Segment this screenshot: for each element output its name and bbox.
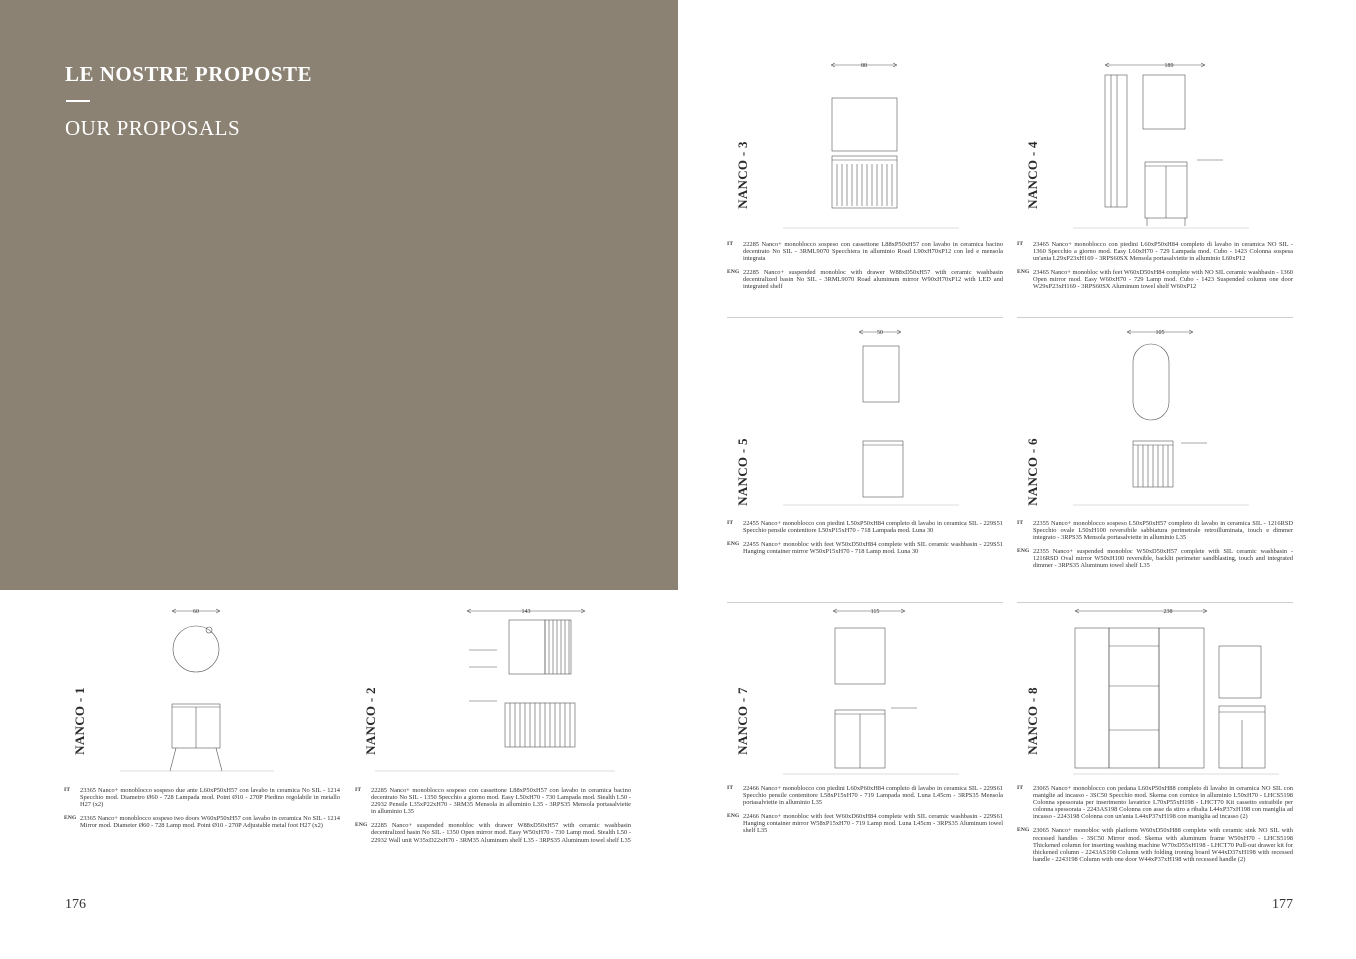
nanco-6-label: NANCO - 6 [1025,438,1040,506]
nanco-3-dimension: 88 [861,63,867,69]
nanco-1-drawing [64,606,340,776]
nanco-1-description: IT 23365 Nanco+ monoblocco sospeso due ante L60xP50xH57 con lavabo in ceramica No SIL - 1214 Specchio mod. Diametro Ø60 - 728 Lampada mod. Point Ø10 - 270P Piedino regolabile in metallo H27 (x2) ENG 23365 Nanco+ monoblocco sospeso two doors W60xP50xH57 con lavabo in ceramica No SIL - 1214 Mirror mod. Diameter Ø60 - 728 Lamp mod. Point Ø10 - 270P Adjustable metal foot H27 (x2) [64,787,340,830]
nanco-3-drawing [727,60,1003,230]
nanco-1-text-en: 23365 Nanco+ monoblocco sospeso two doors W60xP50xH57 con lavabo in ceramica No SIL - 1214 Mirror mod. Diameter Ø60 - 728 Lamp mod. Point Ø10 - 270P Adjustable metal foot H27 (x2) [80,815,340,830]
card-nanco-7 [727,606,1003,876]
nanco-2-label: NANCO - 2 [363,687,378,755]
nanco-7-top-divider [727,602,1003,603]
nanco-2-dimension: 143 [521,609,531,615]
nanco-3-description: IT 22285 Nanco+ monoblocco sospeso con cassettone L88xP50xH57 con lavabo in ceramica bacino decentrato No SIL - 3RML9070 Specchiera in alluminio Road L90xH70xP12 con led e mensola integrata ENG 22285 Nanco+ suspended monobloc with drawer W88xD50xH57 with ceramic washbasin decentralized basin No SIL - 3RML9070 Road aluminum mirror W90xH70xP12 with LED and integrated shelf [727,241,1003,291]
nanco-1-label: NANCO - 1 [72,687,87,755]
nanco-2-text-it: 22285 Nanco+ monoblocco sospeso con cassettone L88xP50xH57 con lavabo in ceramica bacino decentrato No SIL - 1350 Specchio a giorno mod. Easy L50xH70 - 730 Lampada mod. Stealth L50 - 22932 Pensile L35xP22xH70 - 3RM35 Mensola in alluminio L35 - 3RPS35 Mensola portasalviette in alluminio L35 [371,787,631,816]
nanco-5-top-divider [727,317,1003,318]
nanco-7-label: NANCO - 7 [735,687,750,755]
hero-divider [66,100,90,102]
nanco-5-drawing [727,327,1003,497]
nanco-6-drawing [1017,327,1293,497]
nanco-5-description: IT 22455 Nanco+ monoblocco con piedini L50xP50xH84 completo di lavabo in ceramica SIL - 229S51 Specchio pensile contenitore L50xP15xH70 - 718 Lampada mod. Luna 30 ENG 22455 Nanco+ monobloc with feet W50xD50xH84 complete with SIL ceramic washbasin - 229S51 Hanging container mirror W50xP15xH70 - 718 Lamp mod. Luna 30 [727,520,1003,556]
nanco-2-drawing [355,606,631,776]
nanco-7-text-en: 22466 Nanco+ monobloc with feet W60xD60xH84 complete with SIL ceramic washbasin - 229S61 Hanging container mirror W58xP15xH70 - 719 Lamp mod. Luna L45cm - 3RPS35 Aluminum towel shelf L35 [743,813,1003,835]
nanco-1-text-it: 23365 Nanco+ monoblocco sospeso due ante L60xP50xH57 con lavabo in ceramica No SIL - 1214 Specchio mod. Diametro Ø60 - 728 Lampada mod. Point Ø10 - 270P Piedino regolabile in metallo H27 (x2) [80,787,340,809]
nanco-3-text-it: 22285 Nanco+ monoblocco sospeso con cassettone L88xP50xH57 con lavabo in ceramica bacino decentrato No SIL - 3RML9070 Specchiera in alluminio Road L90xH70xP12 con led e mensola integrata [743,241,1003,263]
card-nanco-6 [1017,327,1293,597]
nanco-6-dimension: 105 [1155,330,1165,336]
nanco-6-description: IT 22355 Nanco+ monoblocco sospeso L50xP50xH57 completo di lavabo in ceramica SIL - 1216RSD Specchio ovale L50xH100 reversibile sabbiatura perimetrale retroilluminata, touch e dimmer integrato - 3RPS35 Mensola portasalviette in alluminio L35 ENG 22355 Nanco+ suspended monobloc W50xD50xH57 complete with SIL ceramic washbasin - 1216RSD Oval mirror W50xH100 reversible, backlit perimeter sandblasting, touch and integrated dimmer - 3RPS35 Aluminum towel shelf L35 [1017,520,1293,570]
nanco-5-text-it: 22455 Nanco+ monoblocco con piedini L50xP50xH84 completo di lavabo in ceramica SIL - 229S51 Specchio pensile contenitore L50xP15xH70 - 718 Lampada mod. Luna 30 [743,520,1003,535]
hero-subtitle: OUR PROPOSALS [65,116,241,140]
nanco-7-description: IT 22466 Nanco+ monoblocco con piedini L60xP60xH84 completo di lavabo in ceramica SIL - 229S61 Specchio pensile contenitore L58xP15xH70 - 719 Lampada mod. Luna L45cm - 3RPS35 Mensola portasalviette in alluminio L35 ENG 22466 Nanco+ monobloc with feet W60xD60xH84 complete with SIL ceramic washbasin - 229S61 Hanging container mirror W58xP15xH70 - 719 Lamp mod. Luna L45cm - 3RPS35 Aluminum towel shelf L35 [727,785,1003,835]
nanco-6-top-divider [1017,317,1293,318]
page-number-left: 176 [65,897,86,912]
nanco-3-label: NANCO - 3 [735,141,750,209]
nanco-5-label: NANCO - 5 [735,438,750,506]
card-nanco-8 [1017,606,1293,876]
nanco-4-label: NANCO - 4 [1025,141,1040,209]
nanco-5-dimension: 50 [877,330,883,336]
card-nanco-5 [727,327,1003,597]
nanco-6-text-en: 22355 Nanco+ suspended monobloc W50xD50xH57 complete with SIL ceramic washbasin - 1216RSD Oval mirror W50xH100 reversible, backlit perimeter sandblasting, touch and integrated dimmer - 3RPS35 Aluminum towel shelf L35 [1033,548,1293,570]
nanco-6-text-it: 22355 Nanco+ monoblocco sospeso L50xP50xH57 completo di lavabo in ceramica SIL - 1216RSD Specchio ovale L50xH100 reversibile sabbiatura perimetrale retroilluminata, touch e dimmer integrato - 3RPS35 Mensola portasalviette in alluminio L35 [1033,520,1293,542]
card-nanco-4 [1017,60,1293,330]
nanco-2-description: IT 22285 Nanco+ monoblocco sospeso con cassettone L88xP50xH57 con lavabo in ceramica bacino decentrato No SIL - 1350 Specchio a giorno mod. Easy L50xH70 - 730 Lampada mod. Stealth L50 - 22932 Pensile L35xP22xH70 - 3RM35 Mensola in alluminio L35 - 3RPS35 Mensola portasalviette in alluminio L35 ENG 22285 Nanco+ suspended monobloc with drawer W88xD50xH57 with ceramic washbasin decentralized basin No SIL - 1350 Open mirror mod. Easy W50xH70 - 730 Lamp mod. Stealth L50 - 22932 Wall unit W35xD22xH70 - 3RM35 Aluminum shelf L35 - 3RPS35 Aluminum towel shelf L35 [355,787,631,844]
nanco-4-text-en: 23465 Nanco+ monobloc with feet W60xD50xH84 complete with NO SIL ceramic washbasin - 1360 Open mirror mod. Easy W60xH70 - 729 Lamp mod. Cubo - 1423 Suspended column one door W29xP23xH169 - 3RPS60SX Aluminum towel shelf W60xP12 [1033,269,1293,291]
nanco-4-description: IT 23465 Nanco+ monoblocco con piedini L60xP50xH84 completo di lavabo in ceramica NO SIL - 1360 Specchio a giorno mod. Easy L60xH70 - 729 Lampada mod. Cubo - 1423 Colonna sospesa un'anta L29xP23xH169 - 3RPS60SX Mensola portasalviette in alluminio L60xP12 ENG 23465 Nanco+ monobloc with feet W60xD50xH84 complete with NO SIL ceramic washbasin - 1360 Open mirror mod. Easy W60xH70 - 729 Lamp mod. Cubo - 1423 Suspended column one door W29xP23xH169 - 3RPS60SX Aluminum towel shelf W60xP12 [1017,241,1293,291]
card-nanco-2 [355,606,631,876]
hero-panel [0,0,678,590]
nanco-7-text-it: 22466 Nanco+ monoblocco con piedini L60xP60xH84 completo di lavabo in ceramica SIL - 229S61 Specchio pensile contenitore L58xP15xH70 - 719 Lampada mod. Luna L45cm - 3RPS35 Mensola portasalviette in alluminio L35 [743,785,1003,807]
nanco-7-dimension: 115 [870,609,880,615]
nanco-8-text-en: 23065 Nanco+ monobloc with platform W60xD50xH88 complete with ceramic sink NO SIL with recessed handles - 3SC50 Mirror mod. Skema with aluminum frame W50xH70 - LHCS5198 Thickened column for inserting washing machine W70xD55xH198 - LHCT70 Pull-out drawer kit for thickened column - 2243AS198 Column with folding ironing board W44xD37xH198 with recessed handle - 2243198 Column with one door W44xP37xH198 with recessed handle (2) [1033,827,1293,863]
nanco-8-top-divider [1017,602,1293,603]
nanco-8-label: NANCO - 8 [1025,687,1040,755]
nanco-7-drawing [727,606,1003,776]
nanco-3-text-en: 22285 Nanco+ suspended monobloc with drawer W88xD50xH57 with ceramic washbasin decentralized basin No SIL - 3RML9070 Road aluminum mirror W90xH70xP12 with LED and integrated shelf [743,269,1003,291]
nanco-8-drawing [1017,606,1293,776]
nanco-1-dimension: 60 [193,609,199,615]
nanco-2-text-en: 22285 Nanco+ suspended monobloc with drawer W88xD50xH57 with ceramic washbasin decentralized basin No SIL - 1350 Open mirror mod. Easy W50xH70 - 730 Lamp mod. Stealth L50 - 22932 Wall unit W35xD22xH70 - 3RM35 Aluminum shelf L35 - 3RPS35 Aluminum towel shelf L35 [371,822,631,844]
nanco-8-dimension: 238 [1163,609,1173,615]
nanco-5-text-en: 22455 Nanco+ monobloc with feet W50xD50xH84 complete with SIL ceramic washbasin - 229S51 Hanging container mirror W50xP15xH70 - 718 Lamp mod. Luna 30 [743,541,1003,556]
nanco-8-description: IT 23065 Nanco+ monoblocco con pedana L60xP50xH88 completo di lavabo in ceramica NO SIL con maniglie ad incasso - 3SC50 Specchio mod. Skema con cornice in alluminio L50xH70 - LHCS5198 Colonna spessorata per inserimento lavatrice L70xP55xH198 - LHCT70 Kit cassetto estraibile per colonna spessorata - 2243AS198 Colonna con asse da stiro a ribalta L44xP37xH198 con maniglia ad incasso - 2243198 Colonna con un'anta L44xP37xH198 con maniglia ad incasso (2) ENG 23065 Nanco+ monobloc with platform W60xD50xH88 complete with ceramic sink NO SIL with recessed handles - 3SC50 Mirror mod. Skema with aluminum frame W50xH70 - LHCS5198 Thickened column for inserting washing machine W70xD55xH198 - LHCT70 Pull-out drawer kit for thickened column - 2243AS198 Column with folding ironing board W44xD37xH198 with recessed handle - 2243198 Column with one door W44xP37xH198 with recessed handle (2) [1017,785,1293,863]
nanco-4-dimension: 189 [1164,63,1174,69]
hero-title: LE NOSTRE PROPOSTE [65,62,313,86]
card-nanco-1 [64,606,340,876]
card-nanco-3 [727,60,1003,330]
nanco-4-text-it: 23465 Nanco+ monoblocco con piedini L60xP50xH84 completo di lavabo in ceramica NO SIL - 1360 Specchio a giorno mod. Easy L60xH70 - 729 Lampada mod. Cubo - 1423 Colonna sospesa un'anta L29xP23xH169 - 3RPS60SX Mensola portasalviette in alluminio L60xP12 [1033,241,1293,263]
nanco-4-drawing [1017,60,1293,230]
page-number-right: 177 [1272,897,1293,912]
nanco-8-text-it: 23065 Nanco+ monoblocco con pedana L60xP50xH88 completo di lavabo in ceramica NO SIL con maniglie ad incasso - 3SC50 Specchio mod. Skema con cornice in alluminio L50xH70 - LHCS5198 Colonna spessorata per inserimento lavatrice L70xP55xH198 - LHCT70 Kit cassetto estraibile per colonna spessorata - 2243AS198 Colonna con asse da stiro a ribalta L44xP37xH198 con maniglia ad incasso - 2243198 Colonna con un'anta L44xP37xH198 con maniglia ad incasso (2) [1033,785,1293,821]
